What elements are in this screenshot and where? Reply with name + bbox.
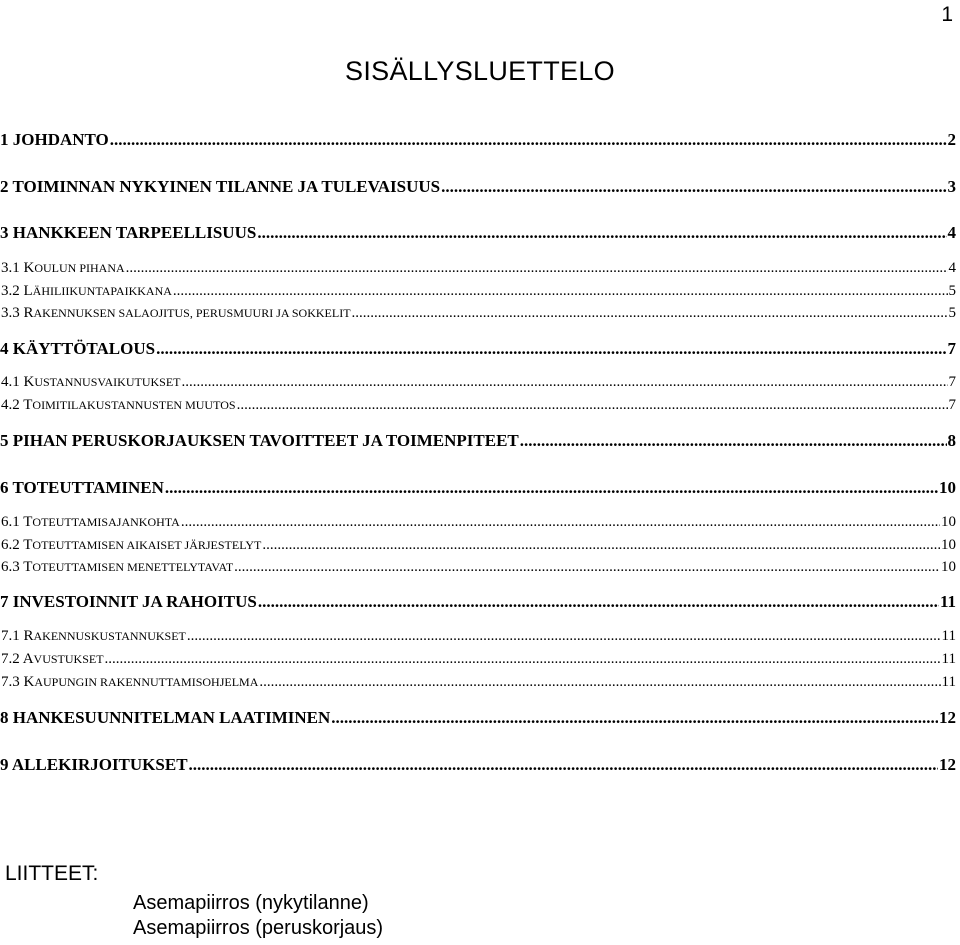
toc-page: 11 <box>941 628 956 644</box>
dot-leader <box>262 537 940 554</box>
toc-label: 3.3 RAKENNUKSEN SALAOJITUS, PERUSMUURI JA SOKKELIT <box>1 305 351 321</box>
toc-label: 7.1 RAKENNUSKUSTANNUKSET <box>1 628 186 644</box>
toc-page: 10 <box>941 559 956 575</box>
attachment-item: Asemapiirros (nykytilanne) <box>133 892 369 914</box>
toc-entry-4-1[interactable] <box>0 374 956 391</box>
toc-label: 1 JOHDANTO <box>0 130 109 149</box>
toc-page: 2 <box>947 130 956 149</box>
toc-label: 6 TOTEUTTAMINEN <box>0 478 164 497</box>
toc-page: 4 <box>947 223 956 242</box>
toc-entry-6-3[interactable] <box>0 559 956 576</box>
toc-entry-3-1[interactable] <box>0 260 956 277</box>
toc-page: 7 <box>947 339 956 358</box>
toc-page: 10 <box>939 478 956 497</box>
dot-leader <box>352 305 948 322</box>
toc-label: 7 INVESTOINNIT JA RAHOITUS <box>0 592 257 611</box>
dot-leader <box>237 397 948 414</box>
toc-label: 4.1 KUSTANNUSVAIKUTUKSET <box>1 374 181 390</box>
toc-label: 8 HANKESUUNNITELMAN LAATIMINEN <box>0 708 331 727</box>
dot-leader <box>189 755 938 775</box>
toc-page: 7 <box>948 374 956 390</box>
dot-leader <box>331 708 938 728</box>
toc-page: 10 <box>941 537 956 553</box>
toc-entry-3-2[interactable] <box>0 283 956 300</box>
dot-leader <box>173 283 948 300</box>
toc-entry-9[interactable] <box>0 755 956 775</box>
toc-page: 4 <box>948 260 956 276</box>
toc-label: 6.1 TOTEUTTAMISAJANKOHTA <box>1 514 180 530</box>
toc-page: 8 <box>947 431 956 450</box>
toc-label: 6.3 TOTEUTTAMISEN MENETTELYTAVAT <box>1 559 234 575</box>
dot-leader <box>187 628 941 645</box>
toc-page: 5 <box>948 283 956 299</box>
toc-entry-7[interactable] <box>0 592 956 612</box>
dot-leader <box>259 674 940 691</box>
toc-entry-1[interactable] <box>0 130 956 150</box>
page-number: 1 <box>941 3 953 26</box>
toc-page: 12 <box>939 708 956 727</box>
toc-page: 5 <box>948 305 956 321</box>
toc-label: 7.2 AVUSTUKSET <box>1 651 104 667</box>
toc-page: 11 <box>941 674 956 690</box>
toc-entry-7-3[interactable] <box>0 674 956 691</box>
dot-leader <box>105 651 941 668</box>
dot-leader <box>110 130 947 150</box>
toc-page: 10 <box>941 514 956 530</box>
attachments-heading: LIITTEET: <box>5 862 99 885</box>
toc-entry-6-2[interactable] <box>0 537 956 554</box>
toc-entry-5[interactable] <box>0 431 956 451</box>
toc-page: 12 <box>939 755 956 774</box>
dot-leader <box>520 431 947 451</box>
toc-page: 11 <box>939 592 956 611</box>
dot-leader <box>441 177 946 197</box>
dot-leader <box>165 478 938 498</box>
toc-entry-4-2[interactable] <box>0 397 956 414</box>
toc-label: 6.2 TOTEUTTAMISEN AIKAISET JÄRJESTELYT <box>1 537 262 553</box>
toc-label: 3 HANKKEEN TARPEELLISUUS <box>0 223 257 242</box>
toc-entry-7-2[interactable] <box>0 651 956 668</box>
toc-entry-3[interactable] <box>0 223 956 243</box>
toc-page: 3 <box>947 177 956 196</box>
toc-label: 3.2 LÄHILIIKUNTAPAIKKANA <box>1 283 172 299</box>
dot-leader <box>182 374 948 391</box>
toc-label: 7.3 KAUPUNGIN RAKENNUTTAMISOHJELMA <box>1 674 259 690</box>
dot-leader <box>126 260 948 277</box>
toc-label: 9 ALLEKIRJOITUKSET <box>0 755 188 774</box>
dot-leader <box>234 559 940 576</box>
toc-entry-4[interactable] <box>0 339 956 359</box>
toc-entry-8[interactable] <box>0 708 956 728</box>
dot-leader <box>156 339 946 359</box>
toc-entry-7-1[interactable] <box>0 628 956 645</box>
toc-page: 11 <box>941 651 956 667</box>
toc-entry-3-3[interactable] <box>0 305 956 322</box>
toc-entry-6[interactable] <box>0 478 956 498</box>
toc-entry-2[interactable] <box>0 177 956 197</box>
document-title: SISÄLLYSLUETTELO <box>345 56 615 86</box>
toc-label: 4 KÄYTTÖTALOUS <box>0 339 156 358</box>
toc-entry-6-1[interactable] <box>0 514 956 531</box>
toc-page: 7 <box>948 397 956 413</box>
toc-label: 2 TOIMINNAN NYKYINEN TILANNE JA TULEVAISUUS <box>0 177 441 196</box>
toc-label: 3.1 KOULUN PIHANA <box>1 260 125 276</box>
toc-label: 5 PIHAN PERUSKORJAUKSEN TAVOITTEET JA TOIMENPITEET <box>0 431 519 450</box>
dot-leader <box>181 514 940 531</box>
dot-leader <box>257 223 946 243</box>
dot-leader <box>258 592 939 612</box>
attachment-item: Asemapiirros (peruskorjaus) <box>133 917 384 939</box>
toc-label: 4.2 TOIMITILAKUSTANNUSTEN MUUTOS <box>1 397 236 413</box>
